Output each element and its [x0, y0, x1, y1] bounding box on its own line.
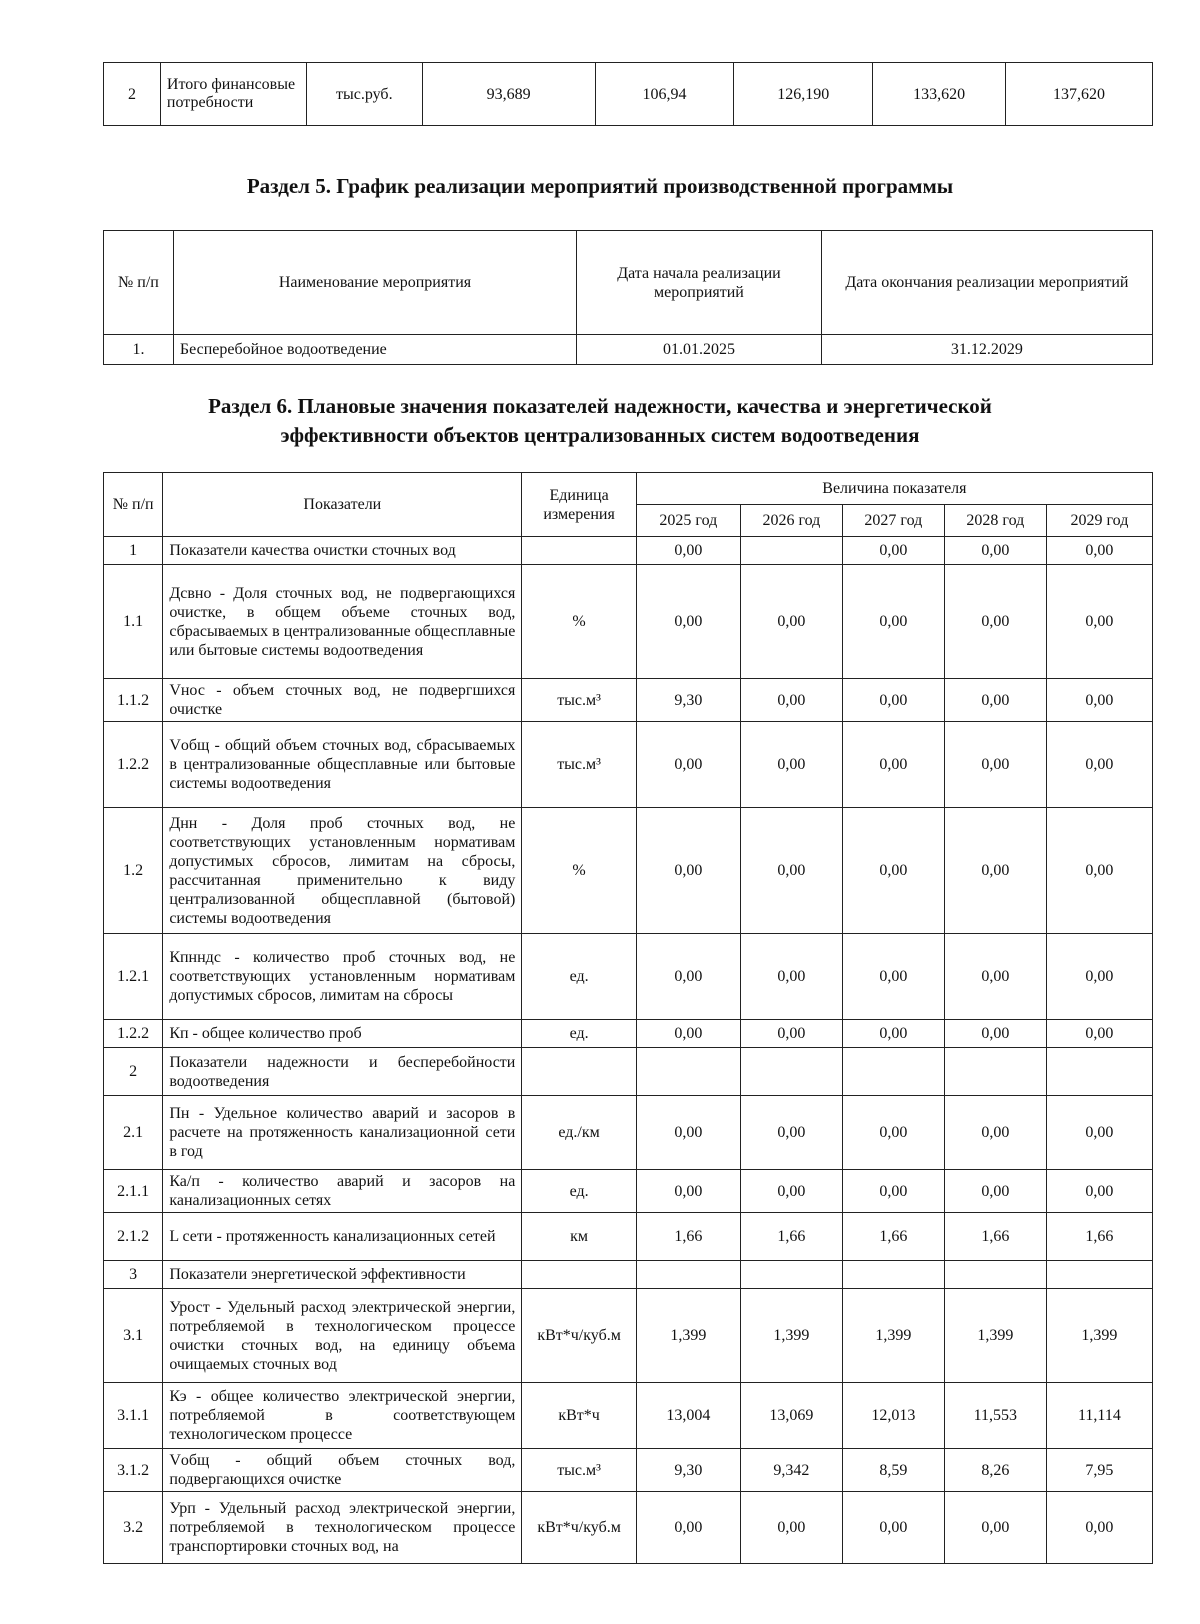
table-header-row [104, 473, 1153, 505]
schedule-table [103, 230, 1153, 365]
row-number: 1.1 [104, 565, 163, 679]
row-number: 2.1.1 [104, 1170, 163, 1213]
row-number: 2.1 [104, 1096, 163, 1170]
indicator-name: Дсвно - Доля сточных вод, не подвергающихся очистке, в общем объеме сточных вод, сбрасываемых в централизованные общесплавные или бытовые системы водоотведения [163, 565, 522, 679]
table-row [104, 1289, 1153, 1383]
row-number: 1. [104, 335, 174, 365]
value-cell: 0,00 [1046, 1096, 1152, 1170]
value-cell [740, 1261, 842, 1289]
row-number: 1.2.2 [104, 1020, 163, 1048]
indicator-name: Показатели энергетической эффективности [163, 1261, 522, 1289]
header-no: № п/п [104, 231, 174, 335]
value-cell: 0,00 [944, 934, 1046, 1020]
indicators-table [103, 472, 1153, 1564]
value-cell: 106,94 [595, 63, 734, 126]
value-cell: 0,00 [944, 1492, 1046, 1564]
table-row [104, 1048, 1153, 1096]
value-cell: 0,00 [944, 808, 1046, 934]
value-cell: 8,26 [944, 1449, 1046, 1492]
row-number: 1.2.2 [104, 722, 163, 808]
value-cell: 13,004 [636, 1383, 740, 1449]
financial-needs-table [103, 62, 1153, 126]
value-cell: 11,553 [944, 1383, 1046, 1449]
value-cell: 133,620 [873, 63, 1006, 126]
indicator-name: Vнос - объем сточных вод, не подвергшихся очистке [163, 679, 522, 722]
table-row [104, 1020, 1153, 1048]
value-cell: 0,00 [944, 679, 1046, 722]
row-number: 3.1 [104, 1289, 163, 1383]
header-year: 2025 год [636, 505, 740, 537]
value-cell: 0,00 [740, 1096, 842, 1170]
table-row [104, 1383, 1153, 1449]
table-row [104, 1213, 1153, 1261]
table-row [104, 1170, 1153, 1213]
value-cell [740, 537, 842, 565]
header-indicators: Показатели [163, 473, 522, 537]
row-number: 2 [104, 1048, 163, 1096]
section6-title-line2: эффективности объектов централизованных систем водоотведения [280, 423, 920, 447]
row-unit: тыс.руб. [306, 63, 422, 126]
indicator-name: Показатели надежности и бесперебойности водоотведения [163, 1048, 522, 1096]
value-cell: 0,00 [842, 1096, 944, 1170]
indicator-name: Урост - Удельный расход электрической энергии, потребляемой в технологическом процессе очистки сточных вод, на единицу объема очищаемых сточных вод [163, 1289, 522, 1383]
value-cell: 0,00 [1046, 934, 1152, 1020]
table-header-row [104, 231, 1153, 335]
row-number: 3.1.1 [104, 1383, 163, 1449]
header-unit: Единица измерения [522, 473, 636, 537]
row-start: 01.01.2025 [577, 335, 822, 365]
header-year: 2029 год [1046, 505, 1152, 537]
value-cell: 0,00 [740, 934, 842, 1020]
value-cell: 0,00 [636, 537, 740, 565]
indicators-body [104, 537, 1153, 1564]
indicator-name: Пн - Удельное количество аварий и засоров в расчете на протяженность канализационной сети в год [163, 1096, 522, 1170]
value-cell: 1,399 [842, 1289, 944, 1383]
value-cell: 8,59 [842, 1449, 944, 1492]
row-number: 2.1.2 [104, 1213, 163, 1261]
value-cell: 1,399 [944, 1289, 1046, 1383]
value-cell: 11,114 [1046, 1383, 1152, 1449]
value-cell: 0,00 [842, 934, 944, 1020]
unit-cell: кВт*ч/куб.м [522, 1492, 636, 1564]
value-cell: 0,00 [842, 679, 944, 722]
value-cell: 0,00 [842, 1492, 944, 1564]
value-cell: 0,00 [636, 808, 740, 934]
unit-cell: тыс.м³ [522, 1449, 636, 1492]
value-cell: 0,00 [842, 565, 944, 679]
value-cell: 0,00 [636, 1492, 740, 1564]
value-cell: 0,00 [944, 1020, 1046, 1048]
value-cell: 0,00 [636, 1170, 740, 1213]
unit-cell [522, 1261, 636, 1289]
value-cell: 1,66 [1046, 1213, 1152, 1261]
value-cell: 126,190 [734, 63, 873, 126]
indicator-name: Кп - общее количество проб [163, 1020, 522, 1048]
value-cell: 0,00 [1046, 1170, 1152, 1213]
value-cell: 0,00 [636, 934, 740, 1020]
indicator-name: Днн - Доля проб сточных вод, не соответствующих установленным нормативам допустимых сбросов, лимитам на сбросы, рассчитанная применительно к виду централизованной общесплавной (бытовой) системы водоотведения [163, 808, 522, 934]
value-cell: 7,95 [1046, 1449, 1152, 1492]
row-number: 3 [104, 1261, 163, 1289]
indicator-name: Ка/п - количество аварий и засоров на канализационных сетях [163, 1170, 522, 1213]
value-cell: 0,00 [740, 1170, 842, 1213]
table-row [104, 63, 1153, 126]
indicator-name: L сети - протяженность канализационных сетей [163, 1213, 522, 1261]
value-cell: 1,66 [740, 1213, 842, 1261]
table-row [104, 335, 1153, 365]
value-cell: 1,66 [636, 1213, 740, 1261]
table-row [104, 565, 1153, 679]
table-row [104, 1261, 1153, 1289]
value-cell: 1,66 [842, 1213, 944, 1261]
header-year: 2028 год [944, 505, 1046, 537]
value-cell: 0,00 [842, 722, 944, 808]
row-number: 3.2 [104, 1492, 163, 1564]
value-cell: 0,00 [740, 808, 842, 934]
table-row [104, 1449, 1153, 1492]
row-name: Бесперебойное водоотведение [173, 335, 576, 365]
value-cell: 9,30 [636, 679, 740, 722]
value-cell: 0,00 [636, 722, 740, 808]
value-cell: 0,00 [740, 679, 842, 722]
value-cell: 137,620 [1006, 63, 1153, 126]
table-row [104, 1492, 1153, 1564]
value-cell: 0,00 [740, 722, 842, 808]
section6-title-line1: Раздел 6. Плановые значения показателей надежности, качества и энергетической [208, 394, 992, 418]
value-cell: 0,00 [1046, 537, 1152, 565]
indicator-name: Vобщ - общий объем сточных вод, подвергающихся очистке [163, 1449, 522, 1492]
header-year: 2027 год [842, 505, 944, 537]
value-cell: 0,00 [944, 722, 1046, 808]
value-cell: 0,00 [944, 1096, 1046, 1170]
row-number: 1.2.1 [104, 934, 163, 1020]
table-row [104, 722, 1153, 808]
value-cell [740, 1048, 842, 1096]
value-cell: 1,66 [944, 1213, 1046, 1261]
value-cell: 0,00 [842, 537, 944, 565]
unit-cell: тыс.м³ [522, 722, 636, 808]
unit-cell: ед. [522, 1170, 636, 1213]
value-cell: 93,689 [422, 63, 595, 126]
value-cell: 0,00 [1046, 722, 1152, 808]
header-name: Наименование мероприятия [173, 231, 576, 335]
value-cell: 0,00 [1046, 565, 1152, 679]
indicator-name: Урп - Удельный расход электрической энергии, потребляемой в технологическом процессе транспортировки сточных вод, на [163, 1492, 522, 1564]
value-cell [636, 1261, 740, 1289]
value-cell: 0,00 [636, 1020, 740, 1048]
header-end: Дата окончания реализации мероприятий [821, 231, 1152, 335]
value-cell: 0,00 [944, 565, 1046, 679]
value-cell: 9,30 [636, 1449, 740, 1492]
value-cell [636, 1048, 740, 1096]
unit-cell: ед. [522, 934, 636, 1020]
unit-cell [522, 537, 636, 565]
value-cell: 0,00 [944, 1170, 1046, 1213]
value-cell: 0,00 [842, 1170, 944, 1213]
value-cell [1046, 1048, 1152, 1096]
row-number: 2 [104, 63, 161, 126]
value-cell: 0,00 [944, 537, 1046, 565]
unit-cell: кВт*ч [522, 1383, 636, 1449]
row-end: 31.12.2029 [821, 335, 1152, 365]
value-cell: 0,00 [636, 1096, 740, 1170]
indicator-name: Показатели качества очистки сточных вод [163, 537, 522, 565]
value-cell: 1,399 [1046, 1289, 1152, 1383]
value-cell: 9,342 [740, 1449, 842, 1492]
value-cell: 0,00 [842, 808, 944, 934]
value-cell: 12,013 [842, 1383, 944, 1449]
table-row [104, 537, 1153, 565]
value-cell [842, 1048, 944, 1096]
value-cell: 1,399 [740, 1289, 842, 1383]
value-cell: 0,00 [1046, 1020, 1152, 1048]
value-cell: 13,069 [740, 1383, 842, 1449]
header-start: Дата начала реализации мероприятий [577, 231, 822, 335]
value-cell: 0,00 [740, 565, 842, 679]
value-cell [944, 1048, 1046, 1096]
indicator-name: Кэ - общее количество электрической энергии, потребляемой в соответствующем технологическом процессе [163, 1383, 522, 1449]
unit-cell: тыс.м³ [522, 679, 636, 722]
indicator-name: Кпнндс - количество проб сточных вод, не соответствующих установленным нормативам допустимых сбросов, лимитам на сбросы [163, 934, 522, 1020]
unit-cell: ед. [522, 1020, 636, 1048]
section5-title: Раздел 5. График реализации мероприятий производственной программы [246, 174, 954, 198]
value-cell: 0,00 [1046, 679, 1152, 722]
value-cell: 0,00 [636, 565, 740, 679]
value-cell [842, 1261, 944, 1289]
table-row [104, 808, 1153, 934]
header-year: 2026 год [740, 505, 842, 537]
value-cell: 0,00 [740, 1020, 842, 1048]
unit-cell: ед./км [522, 1096, 636, 1170]
table-row [104, 934, 1153, 1020]
table-row [104, 1096, 1153, 1170]
value-cell: 0,00 [1046, 808, 1152, 934]
unit-cell: % [522, 808, 636, 934]
row-number: 1.2 [104, 808, 163, 934]
row-number: 3.1.2 [104, 1449, 163, 1492]
unit-cell: кВт*ч/куб.м [522, 1289, 636, 1383]
row-name: Итого финансовые потребности [160, 63, 306, 126]
value-cell [1046, 1261, 1152, 1289]
table-row [104, 679, 1153, 722]
value-cell: 0,00 [842, 1020, 944, 1048]
value-cell: 1,399 [636, 1289, 740, 1383]
unit-cell: км [522, 1213, 636, 1261]
indicator-name: Vобщ - общий объем сточных вод, сбрасываемых в централизованные общесплавные или бытовые системы водоотведения [163, 722, 522, 808]
header-no: № п/п [104, 473, 163, 537]
value-cell: 0,00 [740, 1492, 842, 1564]
value-cell: 0,00 [1046, 1492, 1152, 1564]
row-number: 1 [104, 537, 163, 565]
value-cell [944, 1261, 1046, 1289]
unit-cell [522, 1048, 636, 1096]
header-value-group: Величина показателя [636, 473, 1152, 505]
unit-cell: % [522, 565, 636, 679]
row-number: 1.1.2 [104, 679, 163, 722]
